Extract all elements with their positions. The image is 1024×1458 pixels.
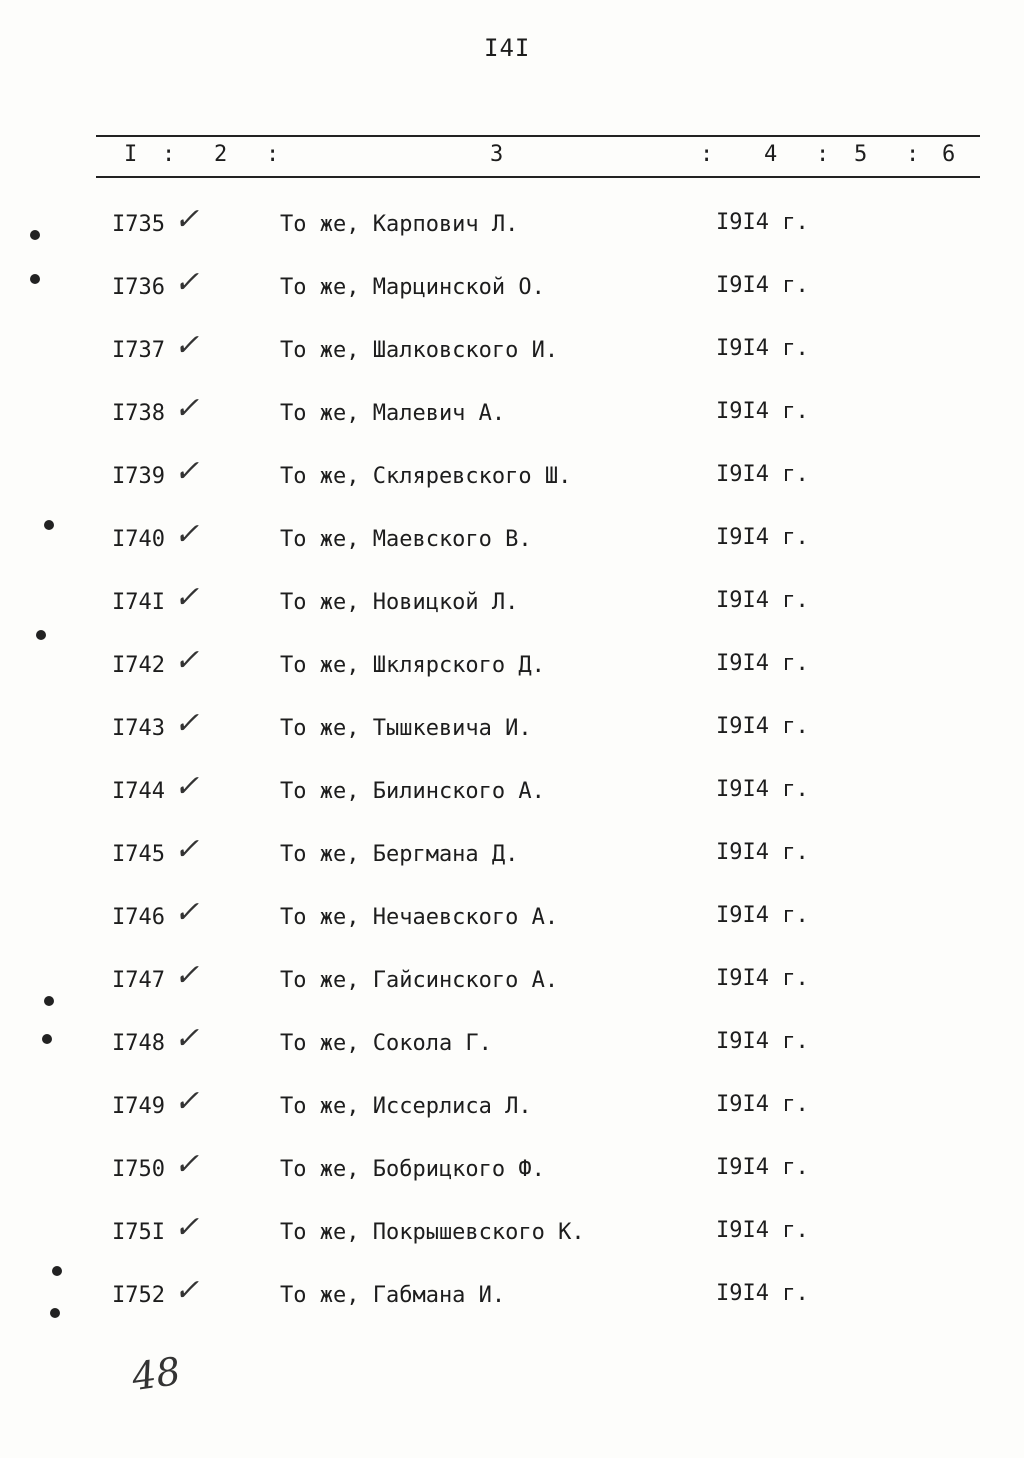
record-description: То же, Нечаевского А. [280, 905, 559, 930]
table-header-rule [96, 176, 980, 178]
record-number: I745 [112, 842, 165, 867]
header-col-4: 4 [764, 142, 778, 167]
record-description: То же, Бобрицкого Ф. [280, 1157, 545, 1182]
record-number: I735 [112, 212, 165, 237]
record-number: I749 [112, 1094, 165, 1119]
record-number: I736 [112, 275, 165, 300]
record-number: I743 [112, 716, 165, 741]
record-description: То же, Марцинской О. [280, 275, 545, 300]
checkmark-icon: ✓ [174, 1147, 200, 1182]
record-year: I9I4 г. [716, 1029, 809, 1054]
header-separator: : [266, 142, 280, 167]
table-top-rule [96, 135, 980, 137]
header-col-3: 3 [490, 142, 504, 167]
header-col-6: 6 [942, 142, 956, 167]
record-number: I740 [112, 527, 165, 552]
record-number: I752 [112, 1283, 165, 1308]
record-year: I9I4 г. [716, 777, 809, 802]
checkmark-icon: ✓ [174, 580, 200, 615]
record-year: I9I4 г. [716, 210, 809, 235]
record-description: То же, Покрышевского К. [280, 1220, 585, 1245]
record-year: I9I4 г. [716, 1155, 809, 1180]
record-description: То же, Шалковского И. [280, 338, 559, 363]
table-row [0, 200, 1024, 263]
record-year: I9I4 г. [716, 1281, 809, 1306]
table-row [0, 956, 1024, 1019]
checkmark-icon: ✓ [174, 328, 200, 363]
checkmark-icon: ✓ [174, 769, 200, 804]
punch-hole-mark [44, 996, 54, 1006]
record-number: I750 [112, 1157, 165, 1182]
record-year: I9I4 г. [716, 714, 809, 739]
record-description: То же, Шклярского Д. [280, 653, 545, 678]
table-row [0, 893, 1024, 956]
table-row [0, 515, 1024, 578]
checkmark-icon: ✓ [174, 202, 200, 237]
checkmark-icon: ✓ [174, 517, 200, 552]
record-year: I9I4 г. [716, 336, 809, 361]
header-col-2: 2 [214, 142, 228, 167]
table-row [0, 263, 1024, 326]
punch-hole-mark [42, 1034, 52, 1044]
punch-hole-mark [36, 630, 46, 640]
punch-hole-mark [30, 230, 40, 240]
record-year: I9I4 г. [716, 1092, 809, 1117]
checkmark-icon: ✓ [174, 1210, 200, 1245]
handwritten-page-number: 48 [129, 1348, 184, 1400]
record-number: I738 [112, 401, 165, 426]
record-number: I737 [112, 338, 165, 363]
record-description: То же, Билинского А. [280, 779, 545, 804]
record-number: I742 [112, 653, 165, 678]
page-number: I4I [484, 34, 531, 62]
table-row [0, 389, 1024, 452]
record-year: I9I4 г. [716, 588, 809, 613]
punch-hole-mark [52, 1266, 62, 1276]
record-year: I9I4 г. [716, 462, 809, 487]
table-row [0, 704, 1024, 767]
table-row [0, 578, 1024, 641]
table-row [0, 641, 1024, 704]
record-description: То же, Иссерлиса Л. [280, 1094, 532, 1119]
checkmark-icon: ✓ [174, 1084, 200, 1119]
table-row [0, 1145, 1024, 1208]
table-row [0, 1019, 1024, 1082]
record-number: I739 [112, 464, 165, 489]
record-description: То же, Бергмана Д. [280, 842, 519, 867]
checkmark-icon: ✓ [174, 643, 200, 678]
punch-hole-mark [44, 520, 54, 530]
record-year: I9I4 г. [716, 399, 809, 424]
table-row [0, 452, 1024, 515]
record-year: I9I4 г. [716, 1218, 809, 1243]
record-number: I746 [112, 905, 165, 930]
record-year: I9I4 г. [716, 903, 809, 928]
checkmark-icon: ✓ [174, 832, 200, 867]
record-description: То же, Карпович Л. [280, 212, 519, 237]
record-number: I75I [112, 1220, 165, 1245]
checkmark-icon: ✓ [174, 454, 200, 489]
record-description: То же, Сокола Г. [280, 1031, 492, 1056]
record-number: I74I [112, 590, 165, 615]
record-year: I9I4 г. [716, 840, 809, 865]
record-number: I747 [112, 968, 165, 993]
record-description: То же, Габмана И. [280, 1283, 506, 1308]
header-separator: : [162, 142, 176, 167]
record-description: То же, Малевич А. [280, 401, 506, 426]
table-row [0, 326, 1024, 389]
checkmark-icon: ✓ [174, 1273, 200, 1308]
header-col-5: 5 [854, 142, 868, 167]
table-body [0, 200, 1024, 1334]
punch-hole-mark [30, 274, 40, 284]
record-description: То же, Скляревского Ш. [280, 464, 572, 489]
record-number: I744 [112, 779, 165, 804]
table-header [96, 140, 980, 172]
checkmark-icon: ✓ [174, 895, 200, 930]
record-description: То же, Новицкой Л. [280, 590, 519, 615]
record-number: I748 [112, 1031, 165, 1056]
checkmark-icon: ✓ [174, 958, 200, 993]
record-description: То же, Тышкевича И. [280, 716, 532, 741]
table-row [0, 1082, 1024, 1145]
record-year: I9I4 г. [716, 966, 809, 991]
table-row [0, 830, 1024, 893]
table-row [0, 767, 1024, 830]
header-col-1: I [124, 142, 138, 167]
header-separator: : [816, 142, 830, 167]
checkmark-icon: ✓ [174, 1021, 200, 1056]
table-row [0, 1208, 1024, 1271]
header-separator: : [906, 142, 920, 167]
checkmark-icon: ✓ [174, 706, 200, 741]
record-description: То же, Гайсинского А. [280, 968, 559, 993]
record-year: I9I4 г. [716, 273, 809, 298]
header-separator: : [700, 142, 714, 167]
checkmark-icon: ✓ [174, 265, 200, 300]
checkmark-icon: ✓ [174, 391, 200, 426]
record-description: То же, Маевского В. [280, 527, 532, 552]
punch-hole-mark [50, 1308, 60, 1318]
record-year: I9I4 г. [716, 651, 809, 676]
record-year: I9I4 г. [716, 525, 809, 550]
table-row [0, 1271, 1024, 1334]
